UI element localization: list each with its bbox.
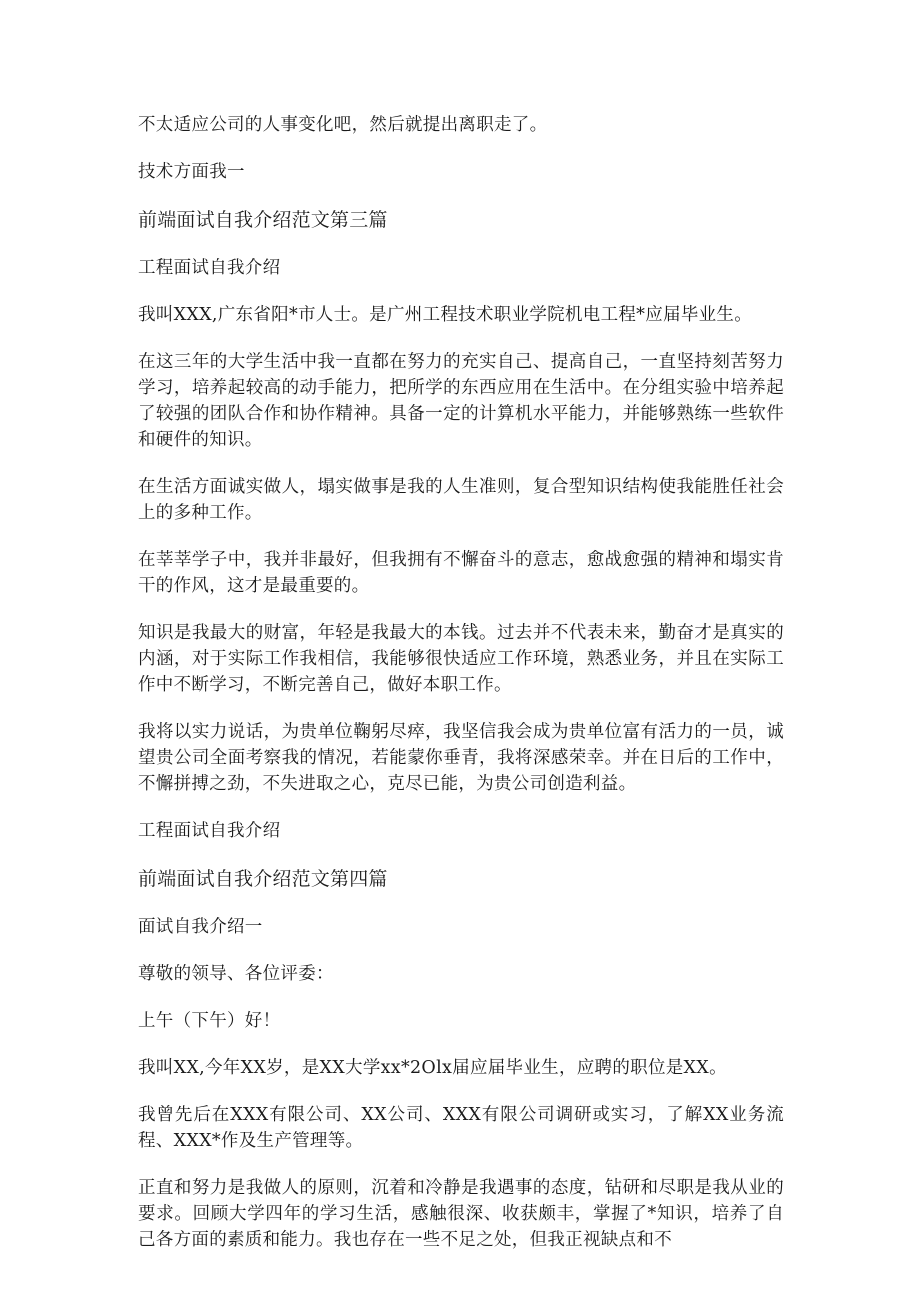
paragraph: 工程面试自我介绍 <box>138 821 281 841</box>
paragraph: 尊敬的领导、各位评委： <box>138 964 334 984</box>
document-page <box>138 112 784 1274</box>
paragraph: 知识是我最大的财富，年轻是我最大的本钱。过去并不代表未来，勤奋才是真实的内涵，对于实际工作我相信，我能够很快适应工作环境，熟悉业务，并且在实际工作中不断学习，不断完善自己，做好本职工作。 <box>138 623 784 695</box>
paragraph: 在这三年的大学生活中我一直都在努力的充实自己、提高自己，一直坚持刻苦努力学习，培养起较高的动手能力，把所学的东西应用在生活中。在分组实验中培养起了较强的团队合作和协作精神。具备一定的计算机水平能力，并能够熟练一些软件和硬件的知识。 <box>138 352 784 450</box>
paragraph: 正直和努力是我做人的原则，沉着和冷静是我遇事的态度，钻研和尽职是我从业的要求。回顾大学四年的学习生活，感触很深、收获颇丰，掌握了*知识，培养了自己各方面的素质和能力。我也存在一些不足之处，但我正视缺点和不 <box>138 1178 784 1250</box>
section-heading: 前端面试自我介绍范文第三篇 <box>138 209 388 231</box>
paragraph: 上午（下午）好！ <box>138 1011 281 1031</box>
paragraph: 我叫XXX,广东省阳*市人士。是广州工程技术职业学院机电工程*应届毕业生。 <box>138 305 753 325</box>
paragraph: 面试自我介绍一 <box>138 917 263 937</box>
paragraph: 技术方面我一 <box>138 162 245 182</box>
paragraph: 不太适应公司的人事变化吧，然后就提出离职走了。 <box>138 115 548 135</box>
paragraph: 工程面试自我介绍 <box>138 258 281 278</box>
paragraph: 在生活方面诚实做人，塌实做事是我的人生准则，复合型知识结构使我能胜任社会上的多种工作。 <box>138 477 784 523</box>
paragraph: 我叫XX,今年XX岁，是XX大学xx*2Olx届应届毕业生，应聘的职位是XX。 <box>138 1058 727 1078</box>
section-heading: 前端面试自我介绍范文第四篇 <box>138 868 388 890</box>
paragraph: 我将以实力说话，为贵单位鞠躬尽瘁，我坚信我会成为贵单位富有活力的一员，诚望贵公司全面考察我的情况，若能蒙你垂青，我将深感荣幸。并在日后的工作中，不懈拼搏之劲，不失进取之心，克尽已能，为贵公司创造利益。 <box>138 722 784 794</box>
paragraph: 我曾先后在XXX有限公司、XX公司、XXX有限公司调研或实习，了解XX业务流程、XXX*作及生产管理等。 <box>138 1105 784 1151</box>
paragraph: 在莘莘学子中，我并非最好，但我拥有不懈奋斗的意志，愈战愈强的精神和塌实肯干的作风，这才是最重要的。 <box>138 550 784 596</box>
